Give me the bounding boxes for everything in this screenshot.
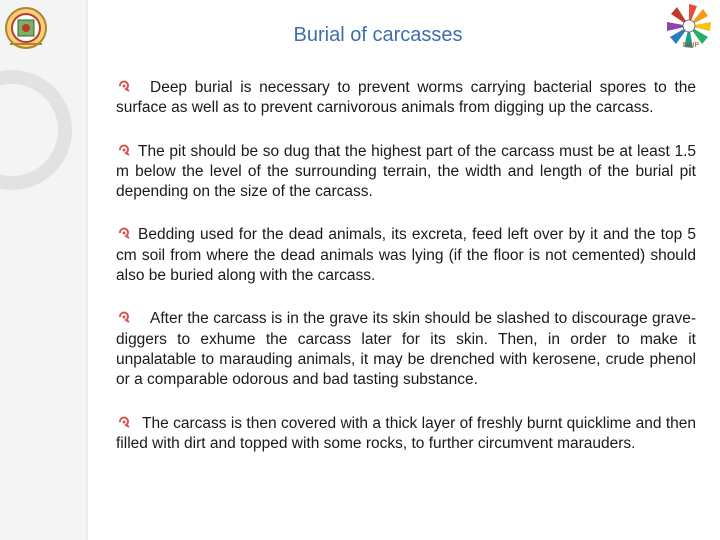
- bullet-item: [116, 142, 696, 203]
- naip-logo-label: NAIP: [682, 42, 700, 49]
- slide-title: Burial of carcasses: [293, 24, 463, 46]
- bullet-text: Bedding used for the dead animals, its excreta, feed left over by it and the top 5 cm soil from where the dead animals was lying (if the floor is not cemented) should also be buried along with the carcass.: [116, 226, 696, 285]
- curl-bullet-icon: [116, 143, 132, 157]
- bullet-text: Deep burial is necessary to prevent worms carrying bacterial spores to the surface as well as to prevent carnivorous animals from digging up the carcass.: [116, 79, 696, 117]
- bullet-text: The pit should be so dug that the highest part of the carcass must be at least 1.5 m below the level of the surrounding terrain, the width and length of the burial pit depending on the size of the carcass.: [116, 142, 696, 201]
- curl-bullet-icon: [116, 79, 132, 93]
- bullet-list: [116, 68, 696, 454]
- bullet-item: [116, 414, 696, 455]
- bullet-item: [116, 225, 696, 286]
- bullet-text: The carcass is then covered with a thick layer of freshly burnt quicklime and then filled with dirt and topped with some rocks, to further circumvent marauders.: [116, 414, 696, 452]
- left-band-divider: [86, 0, 88, 540]
- bullet-text: After the carcass is in the grave its skin should be slashed to discourage grave-diggers to exhume the carcass later for its skin. Then, in order to make it unpalatable to marauding animals, it may be drenched with kerosene, crude phenol or a comparable odorous and bad tasting substance.: [116, 310, 696, 389]
- curl-bullet-icon: [116, 310, 132, 324]
- bullet-item: [116, 78, 696, 119]
- curl-bullet-icon: [116, 415, 132, 429]
- curl-bullet-icon: [116, 226, 132, 240]
- bullet-item: [116, 309, 696, 390]
